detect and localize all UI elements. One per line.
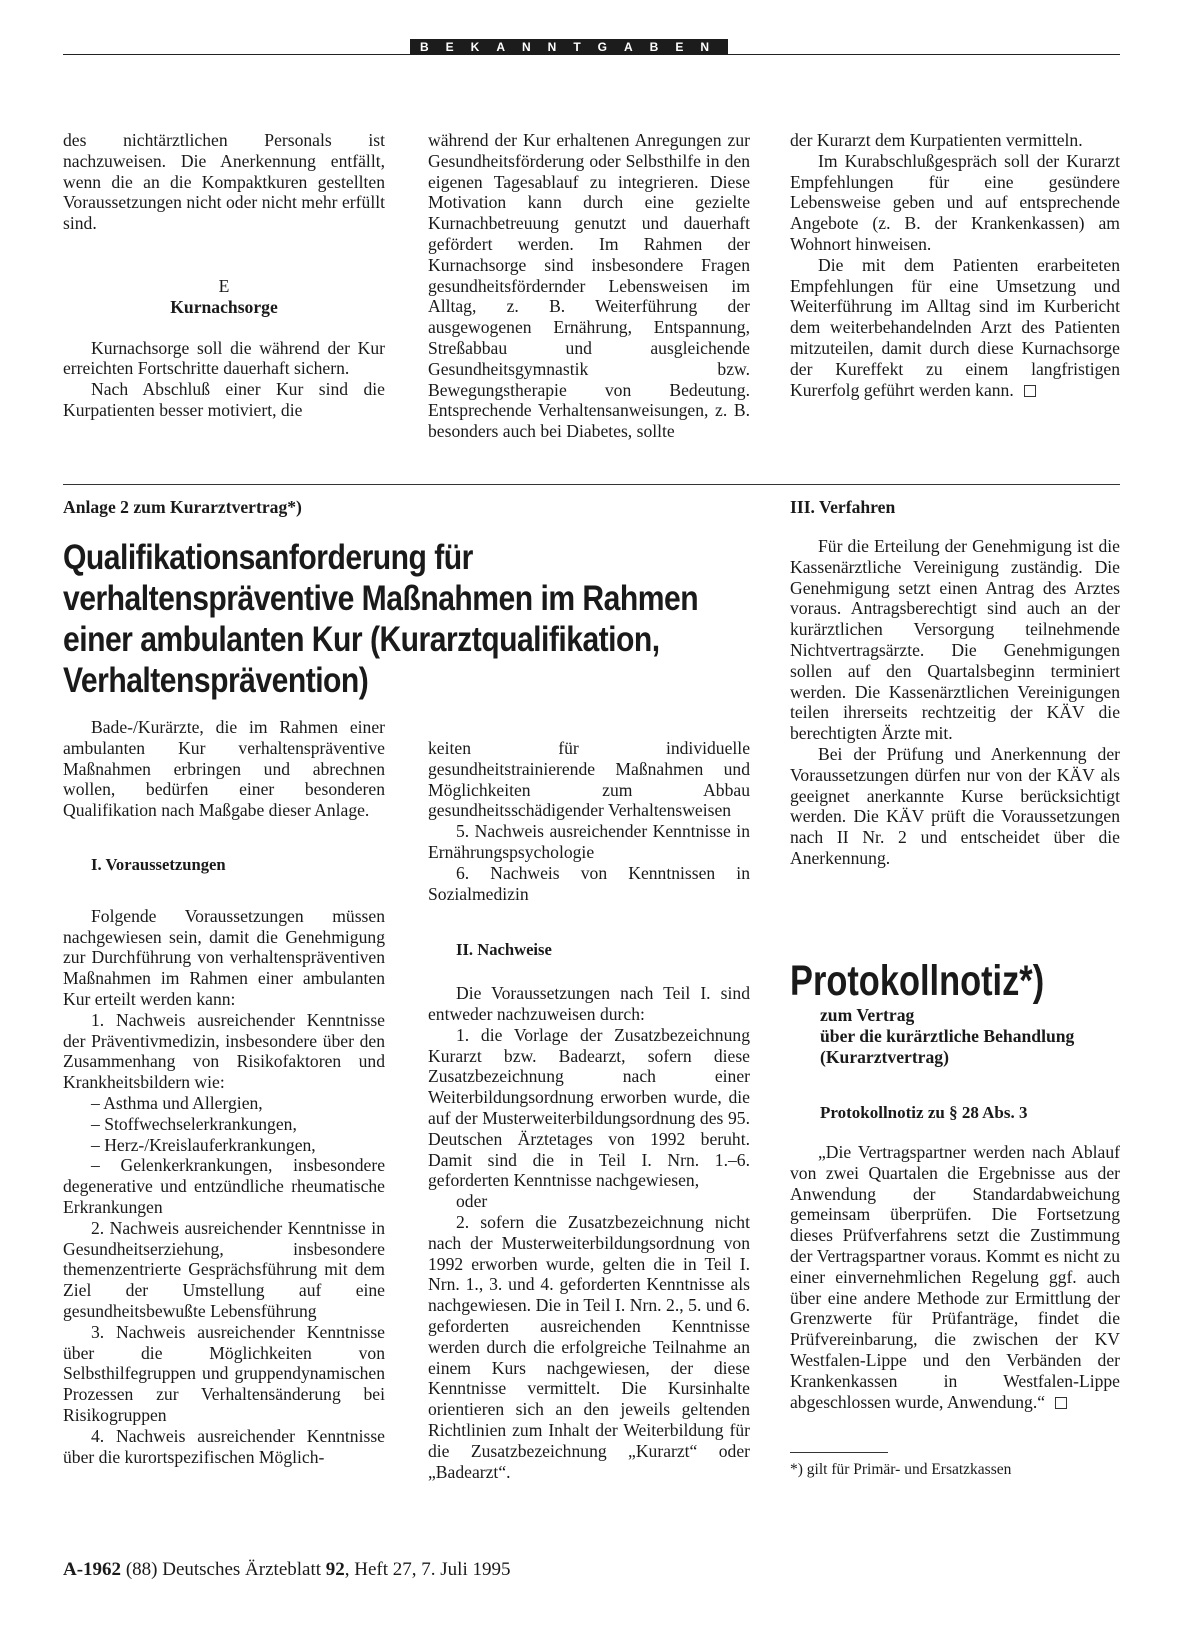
list-item: 5. Nachweis ausreichender Kenntnisse in Ernährungspsychologie xyxy=(428,821,750,862)
title-line: Qualifikationsanforderung für xyxy=(63,538,473,577)
paragraph: Bei der Prüfung und Anerkennung der Voraussetzungen dürfen nur von der KÄV als geeignet anerkannte Kurse berücksichtigt werden. Die KÄV prüft die Voraussetzungen nach II Nr. 2 und entscheidet über die Anerkennung. xyxy=(790,743,1120,868)
paragraph: Die Voraussetzungen nach Teil I. sind entweder nachzuweisen durch: xyxy=(428,983,750,1024)
title-line: Verhaltensprävention) xyxy=(63,661,369,700)
list-item: – Herz-/Kreislauferkrankungen, xyxy=(91,1134,316,1155)
paragraph: Für die Erteilung der Genehmigung ist die Kassenärztliche Vereinigung zuständig. Die Genehmigung setzt einen Antrag des Arztes voraus. Antragsberechtigt sind auch an der kurärztlichen Versorgung teilnehmende Nichtvertragsärzte. Die Genehmigungen sollen auf den Quartalsbeginn terminiert werden. Die Kassenärztlichen Vereinigungen teilen ihrerseits rechtzeitig der KÄV die berechtigten Ärzte mit. xyxy=(790,536,1120,744)
subtitle-line: (Kurarztvertrag) xyxy=(820,1046,949,1067)
paragraph xyxy=(790,1142,1120,1412)
anlage-column-2 xyxy=(428,738,750,1482)
list-item: – Stoffwechselerkrankungen, xyxy=(91,1113,297,1134)
list-item: – Asthma und Allergien, xyxy=(91,1092,263,1113)
section-heading: III. Verfahren xyxy=(790,497,896,517)
section-title: Kurnachsorge xyxy=(170,296,278,317)
paragraph: Nach Abschluß einer Kur sind die Kurpatienten besser motiviert, die xyxy=(63,379,385,420)
section-heading: I. Voraussetzungen xyxy=(91,854,226,874)
list-item: 3. Nachweis ausreichender Kenntnisse über die Möglichkeiten von Selbsthilfegruppen und gruppendynamischen Prozessen zur Verhaltensänderung bei Risikogruppen xyxy=(63,1321,385,1425)
paragraph: keiten für individuelle gesundheitstrainierende Maßnahmen und Möglichkeiten zum Abbau gesundheitsschädigender Verhaltensweisen xyxy=(428,738,750,821)
verfahren-column xyxy=(790,536,1120,869)
protokoll-title: Protokollnotiz*) xyxy=(790,957,1045,1005)
title-line: einer ambulanten Kur (Kurarztqualifikation, xyxy=(63,620,660,659)
section-heading: II. Nachweise xyxy=(456,940,552,960)
end-mark-icon xyxy=(1024,385,1036,397)
title-line: verhaltenspräventive Maßnahmen im Rahmen xyxy=(63,579,699,618)
paragraph: oder xyxy=(456,1191,488,1212)
section-letter: E xyxy=(218,275,230,296)
paragraph-text: Die mit dem Patienten erarbeiteten Empfehlungen für eine Umsetzung und Weiterführung im Alltag sind im Kurbericht dem weiterbehandelnden Arzt des Patienten mitzuteilen, damit durch diese Kurnachsorge der Kureffekt zu einem langfristigen Kurerfolg geführt werden kann. xyxy=(790,254,1120,400)
footer-issue: , Heft 27, 7. Juli 1995 xyxy=(344,1559,511,1580)
paragraph: während der Kur erhaltenen Anregungen zur Gesundheitsförderung oder Selbsthilfe in den eigenen Tagesablauf zu integrieren. Diese Motivation kann durch eine gezielte Kurnachbetreuung genutzt und dauerhaft gefördert werden. Im Rahmen der Kurnachsorge sind insbesondere Fragen gesundheitsfördernder Lebensweisen im Alltag, z. B. Weiterführung der ausgewogenen Ernährung, Entspannung, Streßabbau und ausgleichende Gesundheitsgymnastik bzw. Bewegungstherapie von Bedeutung. Entsprechende Verhaltensanweisungen, z. B. besonders auch bei Diabetes, sollte xyxy=(428,130,750,442)
section-label: BEKANNTGABEN xyxy=(410,39,728,55)
page-number: A-1962 xyxy=(63,1559,122,1580)
list-item: 2. Nachweis ausreichender Kenntnisse in Gesundheitserziehung, insbesondere themenzentrierte Gesprächsführung mit dem Ziel der Umstellung auf eine gesundheitsbewußte Lebensführung xyxy=(63,1217,385,1321)
top-column-1 xyxy=(63,130,385,421)
subtitle-line: zum Vertrag xyxy=(820,1005,915,1025)
list-item: 2. sofern die Zusatzbezeichnung nicht nach der Musterweiterbildungsordnung von 1992 erworben wurde, gelten die in Teil I. Nrn. 1., 3. und 4. geforderten Kenntnisse als nachgewiesen. Die in Teil I. Nrn. 2., 5. und 6. geforderten ausreichenden Kenntnisse werden durch die erfolgreiche Teilnahme an einem Kurs nachgewiesen, der diese Kenntnisse vermittelt. Die Kursinhalte orientieren sich an den jeweils geltenden Richtlinien zum Inhalt der Weiterbildung für die Zusatzbezeichnung „Kurarzt“ oder „Badearzt“. xyxy=(428,1211,750,1482)
top-column-3 xyxy=(790,130,1120,400)
footnote-rule xyxy=(790,1452,888,1453)
footer-volume: 92 xyxy=(325,1559,345,1580)
list-item: 1. die Vorlage der Zusatzbezeichnung Kurarzt bzw. Badearzt, sofern diese Zusatzbezeichnung nach einer Weiterbildungsordnung erworben wurde, die auf der Musterweiterbildungsordnung des 95. Deutschen Ärztetages von 1992 beruht. Damit sind die in Teil I. Nrn. 1.–6. geforderten Kenntnisse nachgewiesen, xyxy=(428,1024,750,1191)
page-footer xyxy=(63,1559,511,1581)
footer-text: (88) Deutsches Ärzteblatt xyxy=(125,1559,322,1580)
paragraph xyxy=(790,255,1120,401)
list-item: 1. Nachweis ausreichender Kenntnisse der Präventivmedizin, insbesondere über den Zusammenhang von Risikofaktoren und Krankheitsbildern wie: xyxy=(63,1009,385,1093)
paragraph: der Kurarzt dem Kurpatienten vermitteln. xyxy=(790,130,1083,150)
protokoll-section-heading: Protokollnotiz zu § 28 Abs. 3 xyxy=(820,1103,1028,1122)
paragraph-text: „Die Vertragspartner werden nach Ablauf von zwei Quartalen die Ergebnisse aus der Anwendung der Standardabweichung gemeinsam überprüfen. Die Fortsetzung dieses Prüfverfahrens setzt die Zustimmung der Vertragspartner voraus. Kommt es nicht zu einer einvernehmlichen Regelung ggf. auch über eine andere Methode zur Ermittlung der Grenzwerte für Prüfanträge, findet die Prüfvereinbarung, die zwischen der KV Westfalen-Lippe und den Verbänden der Krankenkassen in Westfalen-Lippe abgeschlossen wurde, Anwendung.“ xyxy=(790,1142,1120,1412)
anlage-label: Anlage 2 zum Kurarztvertrag*) xyxy=(63,497,302,517)
protokoll-text-column xyxy=(790,1142,1120,1412)
list-item: 6. Nachweis von Kenntnissen in Sozialmedizin xyxy=(428,862,750,904)
list-item: 4. Nachweis ausreichender Kenntnisse über die kurortspezifischen Möglich- xyxy=(63,1425,385,1467)
anlage-column-1 xyxy=(63,717,385,1467)
subtitle-line: über die kurärztliche Behandlung xyxy=(820,1025,1075,1046)
end-mark-icon xyxy=(1055,1397,1067,1409)
paragraph: Folgende Voraussetzungen müssen nachgewiesen sein, damit die Genehmigung zur Durchführung von verhaltenspräventiven Maßnahmen im Rahmen einer ambulanten Kur erteilt werden kann: xyxy=(63,905,385,1009)
protokoll-subtitle xyxy=(820,1005,1074,1067)
paragraph: Im Kurabschlußgespräch soll der Kurarzt Empfehlungen für eine gesündere Lebensweise geben und auf entsprechende Angebote (z. B. der Krankenkassen) am Wohnort hinweisen. xyxy=(790,150,1120,254)
top-column-2 xyxy=(428,130,750,442)
paragraph: des nichtärztlichen Personals ist nachzuweisen. Die Anerkennung entfällt, wenn die an die Kompaktkuren gestellten Voraussetzungen nicht oder nicht mehr erfüllt sind. xyxy=(63,130,385,234)
list-item: – Gelenkerkrankungen, insbesondere degenerative und entzündliche rheumatische Erkrankungen xyxy=(63,1155,385,1217)
footnote: *) gilt für Primär- und Ersatzkassen xyxy=(790,1461,1012,1478)
section-rule xyxy=(63,484,1120,485)
paragraph: Bade-/Kurärzte, die im Rahmen einer ambulanten Kur verhaltenspräventive Maßnahmen erbringen und abrechnen wollen, bedürfen einer besonderen Qualifikation nach Maßgabe dieser Anlage. xyxy=(63,717,385,821)
paragraph: Kurnachsorge soll die während der Kur erreichten Fortschritte dauerhaft sichern. xyxy=(63,337,385,379)
page-title xyxy=(63,537,699,701)
